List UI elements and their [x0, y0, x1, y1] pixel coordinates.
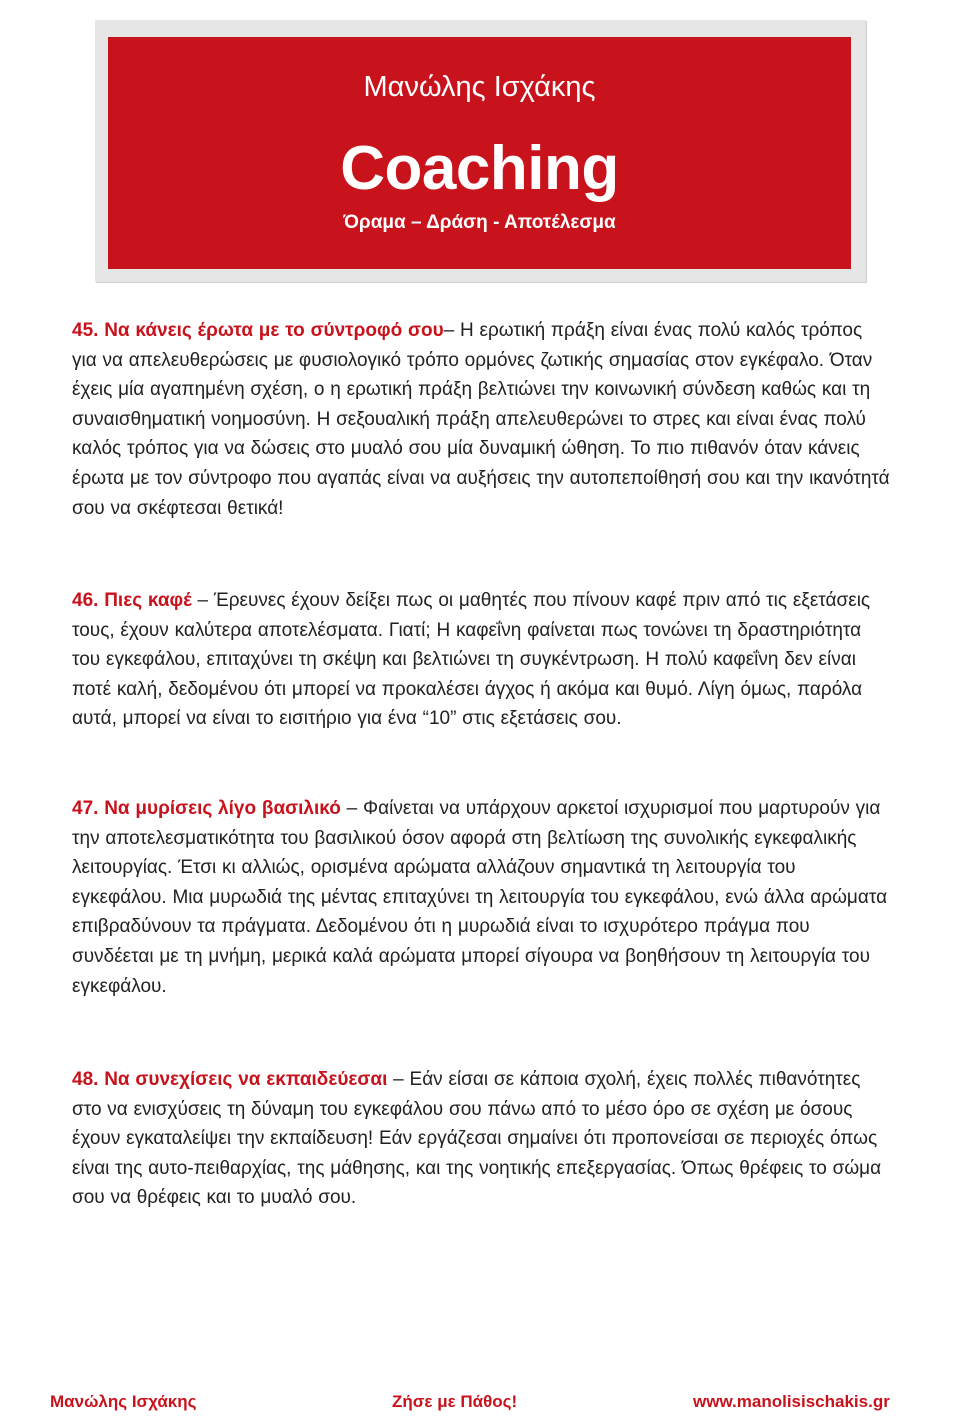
page-footer — [0, 1392, 960, 1416]
section-heading: Πιες καφέ — [104, 590, 192, 611]
section-number: 46. — [72, 590, 99, 611]
section-48 — [72, 1065, 892, 1213]
header-banner-frame — [95, 20, 866, 282]
section-body: – Φαίνεται να υπάρχουν αρκετοί ισχυρισμοί που μαρτυρούν για την αποτελεσματικότητα του βασιλικού όσον αφορά στη βελτίωση της συνολικής εγκεφαλικής λειτουργίας. Έτσι κι αλλιώς, ορισμένα αρώματα αλλάζουν σημαντικά τη λειτουργία του εγκεφάλου. Μια μυρωδιά της μέντας επιταχύνει τη λειτουργία του εγκεφάλου, ενώ άλλα αρώματα επιβραδύνουν τα πράγματα. Δεδομένου ότι η μυρωδιά είναι το ισχυρότερο πράγμα που συνδέεται με τη μνήμη, μερικά καλά αρώματα μπορεί σίγουρα να βοηθήσουν τη λειτουργία του εγκεφάλου. — [72, 798, 888, 997]
header-banner — [108, 37, 851, 269]
section-paragraph — [72, 586, 892, 734]
banner-title: Coaching — [340, 134, 619, 203]
banner-tagline: Όραμα – Δράση - Αποτέλεσμα — [343, 212, 616, 233]
section-46 — [72, 586, 892, 734]
section-paragraph — [72, 316, 892, 523]
section-heading: Να συνεχίσεις να εκπαιδεύεσαι — [104, 1069, 388, 1090]
section-heading: Να κάνεις έρωτα με το σύντροφό σου — [104, 320, 444, 341]
section-paragraph — [72, 794, 892, 1001]
footer-website: www.manolisischakis.gr — [693, 1392, 890, 1411]
banner-author: Μανώλης Ισχάκης — [363, 71, 596, 103]
section-body: – Εάν είσαι σε κάποια σχολή, έχεις πολλές πιθανότητες στο να ενισχύσεις τη δύναμη του εγκεφάλου σου πάνω από το μέσο όρο σε σχέση με όσους έχουν εγκαταλείψει την εκπαίδευση! Εάν εργάζεσαι σημαίνει ότι προπονείσαι σε περιοχές όπως είναι της αυτο-πειθαρχίας, της μάθησης, και της νοητικής επεξεργασίας. Όπως θρέφεις το σώμα σου να θρέφεις και το μυαλό σου. — [72, 1069, 882, 1209]
footer-author: Μανώλης Ισχάκης — [50, 1392, 197, 1411]
section-body: – Έρευνες έχουν δείξει πως οι μαθητές που πίνουν καφέ πριν από τις εξετάσεις τους, έχουν καλύτερα αποτελέσματα. Γιατί; Η καφεΐνη φαίνεται πως τονώνει τη δραστηριότητα του εγκεφάλου, επιταχύνει τη σκέψη και βελτιώνει τη συγκέντρωση. Η πολύ καφεΐνη δεν είναι ποτέ καλή, δεδομένου ότι μπορεί να προκαλέσει άγχος ή ακόμα και θυμό. Λίγη όμως, παρόλα αυτά, μπορεί να είναι το εισιτήριο για ένα “10” στις εξετάσεις σου. — [72, 590, 871, 730]
section-47 — [72, 794, 892, 1001]
section-number: 48. — [72, 1069, 99, 1090]
footer-motto: Ζήσε με Πάθος! — [392, 1392, 518, 1411]
section-heading: Να μυρίσεις λίγο βασιλικό — [104, 798, 341, 819]
section-paragraph — [72, 1065, 892, 1213]
section-number: 45. — [72, 320, 99, 341]
section-45 — [72, 316, 892, 523]
section-number: 47. — [72, 798, 99, 819]
section-body: – Η ερωτική πράξη είναι ένας πολύ καλός τρόπος για να απελευθερώσεις με φυσιολογικό τρόπο ορμόνες ζωτικής σημασίας στον εγκέφαλο. Όταν έχεις μία αγαπημένη σχέση, ο η ερωτική πράξη βελτιώνει την κοινωνική σύνδεση καθώς και τη συναισθηματική νοημοσύνη. Η σεξουαλική πράξη απελευθερώνει το στρες και είναι ένας πολύ καλός τρόπος για να δώσεις στο μυαλό σου μία δυναμική ώθηση. Το πιο πιθανόν όταν κάνεις έρωτα με τον σύντροφο που αγαπάς είναι να αυξήσεις την αυτοπεποίθησή σου και την ικανότητά σου να σκέφτεσαι θετικά! — [72, 320, 890, 519]
